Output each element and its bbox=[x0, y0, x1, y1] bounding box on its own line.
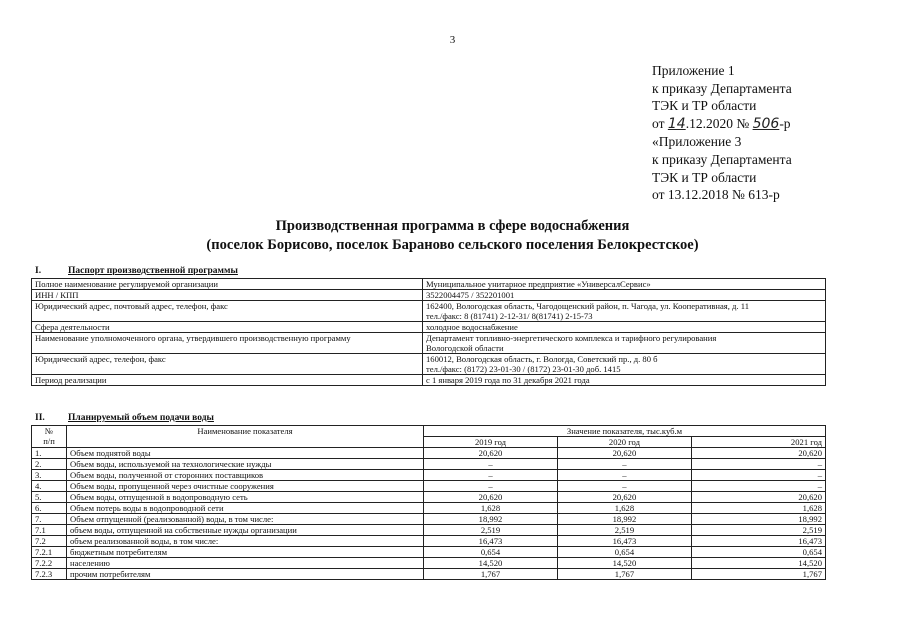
row-number: 7. bbox=[32, 514, 67, 525]
page-number: 3 bbox=[449, 34, 456, 46]
passport-label: Юридический адрес, телефон, факс bbox=[32, 354, 423, 375]
passport-label: ИНН / КПП bbox=[32, 290, 423, 301]
passport-row bbox=[32, 290, 826, 301]
passport-value: 160012, Вологодская область, г. Вологда, Советский пр., д. 80 б тел./факс: (8172) 23-01-30 / (8172) 23-01-30 доб. 1415 bbox=[423, 354, 826, 375]
passport-label: Наименование уполномоченного органа, утвердившего производственную программу bbox=[32, 333, 423, 354]
row-value-2019: – bbox=[424, 481, 558, 492]
table-row bbox=[32, 558, 826, 569]
row-value-2019: 20,620 bbox=[424, 492, 558, 503]
table-row bbox=[32, 470, 826, 481]
row-value-2019: – bbox=[424, 470, 558, 481]
row-indicator-name: Объем воды, отпущенной в водопроводную сеть bbox=[67, 492, 424, 503]
row-value-2020: – bbox=[557, 481, 691, 492]
section-2-heading bbox=[35, 413, 214, 423]
header-year-2019: 2019 год bbox=[424, 437, 558, 448]
passport-value: с 1 января 2019 года по 31 декабря 2021 года bbox=[423, 375, 826, 386]
row-number: 7.2.1 bbox=[32, 547, 67, 558]
passport-label: Юридический адрес, почтовый адрес, телефон, факс bbox=[32, 301, 423, 322]
table-header-row bbox=[32, 426, 826, 437]
document-title bbox=[0, 217, 905, 255]
row-indicator-name: прочим потребителям bbox=[67, 569, 424, 580]
row-value-2020: 20,620 bbox=[557, 492, 691, 503]
row-value-2021: 1,767 bbox=[691, 569, 825, 580]
passport-label: Полное наименование регулируемой организации bbox=[32, 279, 423, 290]
passport-row bbox=[32, 375, 826, 386]
row-value-2020: 1,767 bbox=[557, 569, 691, 580]
row-number: 4. bbox=[32, 481, 67, 492]
row-value-2021: – bbox=[691, 470, 825, 481]
title-line-2: (поселок Борисово, поселок Бараново сельского поселения Белокрестское) bbox=[206, 237, 699, 253]
row-number: 5. bbox=[32, 492, 67, 503]
section-title: Паспорт производственной программы bbox=[68, 266, 238, 276]
row-value-2021: 20,620 bbox=[691, 448, 825, 459]
passport-table bbox=[31, 278, 826, 386]
table-row bbox=[32, 459, 826, 470]
section-title: Планируемый объем подачи воды bbox=[68, 413, 214, 423]
row-number: 7.1 bbox=[32, 525, 67, 536]
row-value-2020: – bbox=[557, 459, 691, 470]
appendix-block bbox=[652, 62, 792, 204]
table-row bbox=[32, 569, 826, 580]
passport-row bbox=[32, 279, 826, 290]
row-indicator-name: Объем потерь воды в водопроводной сети bbox=[67, 503, 424, 514]
row-indicator-name: Объем отпущенной (реализованной) воды, в том числе: bbox=[67, 514, 424, 525]
header-values-title: Значение показателя, тыс.куб.м bbox=[424, 426, 826, 437]
row-number: 6. bbox=[32, 503, 67, 514]
table-row bbox=[32, 503, 826, 514]
row-value-2021: – bbox=[691, 459, 825, 470]
appendix-date-suffix: -р bbox=[779, 115, 791, 131]
row-number: 7.2.2 bbox=[32, 558, 67, 569]
row-value-2019: 1,767 bbox=[424, 569, 558, 580]
row-value-2019: – bbox=[424, 459, 558, 470]
row-value-2019: 0,654 bbox=[424, 547, 558, 558]
passport-row bbox=[32, 333, 826, 354]
row-value-2020: 14,520 bbox=[557, 558, 691, 569]
row-value-2020: 1,628 bbox=[557, 503, 691, 514]
passport-value: 162400, Вологодская область, Чагодощенский район, п. Чагода, ул. Кооперативная, д. 11 тел./факс: 8 (81741) 2-12-31/ 8(81741) 2-15-73 bbox=[423, 301, 826, 322]
row-value-2021: 18,992 bbox=[691, 514, 825, 525]
row-value-2020: 16,473 bbox=[557, 536, 691, 547]
section-number: I. bbox=[35, 266, 42, 276]
appendix-line: Приложение 1 bbox=[652, 63, 735, 78]
handwritten-day: 14 bbox=[667, 115, 686, 132]
appendix-date-mid: .12.2020 № bbox=[685, 115, 750, 131]
water-volume-table bbox=[31, 425, 826, 580]
appendix-line: ТЭК и ТР области bbox=[652, 169, 757, 185]
title-line-1: Производственная программа в сфере водоснабжения bbox=[275, 218, 630, 234]
passport-value: Муниципальное унитарное предприятие «УниверсалСервис» bbox=[423, 279, 826, 290]
row-number: 7.2 bbox=[32, 536, 67, 547]
row-value-2019: 2,519 bbox=[424, 525, 558, 536]
appendix-line: «Приложение 3 bbox=[652, 134, 742, 150]
header-indicator-name: Наименование показателя bbox=[67, 426, 424, 448]
row-number: 2. bbox=[32, 459, 67, 470]
passport-value: 3522004475 / 352201001 bbox=[423, 290, 826, 301]
row-number: 7.2.3 bbox=[32, 569, 67, 580]
appendix-line: к приказу Департамента bbox=[652, 80, 792, 96]
section-1-heading bbox=[35, 266, 238, 276]
row-indicator-name: Объем воды, пропущенной через очистные сооружения bbox=[67, 481, 424, 492]
table-row bbox=[32, 481, 826, 492]
row-number: 1. bbox=[32, 448, 67, 459]
passport-row bbox=[32, 301, 826, 322]
row-value-2020: 2,519 bbox=[557, 525, 691, 536]
table-row bbox=[32, 492, 826, 503]
row-number: 3. bbox=[32, 470, 67, 481]
header-number: № п/п bbox=[32, 426, 67, 448]
row-value-2021: 2,519 bbox=[691, 525, 825, 536]
row-value-2020: 20,620 bbox=[557, 448, 691, 459]
row-value-2019: 16,473 bbox=[424, 536, 558, 547]
row-value-2019: 18,992 bbox=[424, 514, 558, 525]
table-row bbox=[32, 525, 826, 536]
row-indicator-name: бюджетным потребителям bbox=[67, 547, 424, 558]
row-indicator-name: Объем воды, используемой на технологические нужды bbox=[67, 459, 424, 470]
row-indicator-name: объем реализованной воды, в том числе: bbox=[67, 536, 424, 547]
row-indicator-name: Объем поднятой воды bbox=[67, 448, 424, 459]
appendix-date-prefix: от bbox=[652, 115, 665, 131]
handwritten-order-number: 506 bbox=[752, 115, 780, 132]
passport-value: Департамент топливно-энергетического комплекса и тарифного регулирования Вологодской области bbox=[423, 333, 826, 354]
row-value-2019: 20,620 bbox=[424, 448, 558, 459]
row-value-2021: – bbox=[691, 481, 825, 492]
appendix-date-line bbox=[652, 115, 792, 134]
row-value-2021: 0,654 bbox=[691, 547, 825, 558]
row-value-2021: 14,520 bbox=[691, 558, 825, 569]
table-row bbox=[32, 514, 826, 525]
row-value-2019: 14,520 bbox=[424, 558, 558, 569]
row-value-2019: 1,628 bbox=[424, 503, 558, 514]
row-value-2020: – bbox=[557, 470, 691, 481]
passport-value: холодное водоснабжение bbox=[423, 322, 826, 333]
passport-label: Сфера деятельности bbox=[32, 322, 423, 333]
header-year-2021: 2021 год bbox=[691, 437, 825, 448]
row-indicator-name: Объем воды, полученной от сторонних поставщиков bbox=[67, 470, 424, 481]
appendix-line: ТЭК и ТР области bbox=[652, 98, 757, 114]
table-row bbox=[32, 448, 826, 459]
header-year-2020: 2020 год bbox=[557, 437, 691, 448]
row-value-2020: 0,654 bbox=[557, 547, 691, 558]
row-value-2020: 18,992 bbox=[557, 514, 691, 525]
row-value-2021: 16,473 bbox=[691, 536, 825, 547]
table-row bbox=[32, 547, 826, 558]
row-value-2021: 1,628 bbox=[691, 503, 825, 514]
table-row bbox=[32, 536, 826, 547]
passport-row bbox=[32, 322, 826, 333]
row-value-2021: 20,620 bbox=[691, 492, 825, 503]
passport-label: Период реализации bbox=[32, 375, 423, 386]
appendix-line: от 13.12.2018 № 613-р bbox=[652, 187, 780, 203]
section-number: II. bbox=[35, 413, 45, 423]
appendix-line: к приказу Департамента bbox=[652, 151, 792, 167]
row-indicator-name: объем воды, отпущенной на собственные нужды организации bbox=[67, 525, 424, 536]
passport-row bbox=[32, 354, 826, 375]
row-indicator-name: населению bbox=[67, 558, 424, 569]
